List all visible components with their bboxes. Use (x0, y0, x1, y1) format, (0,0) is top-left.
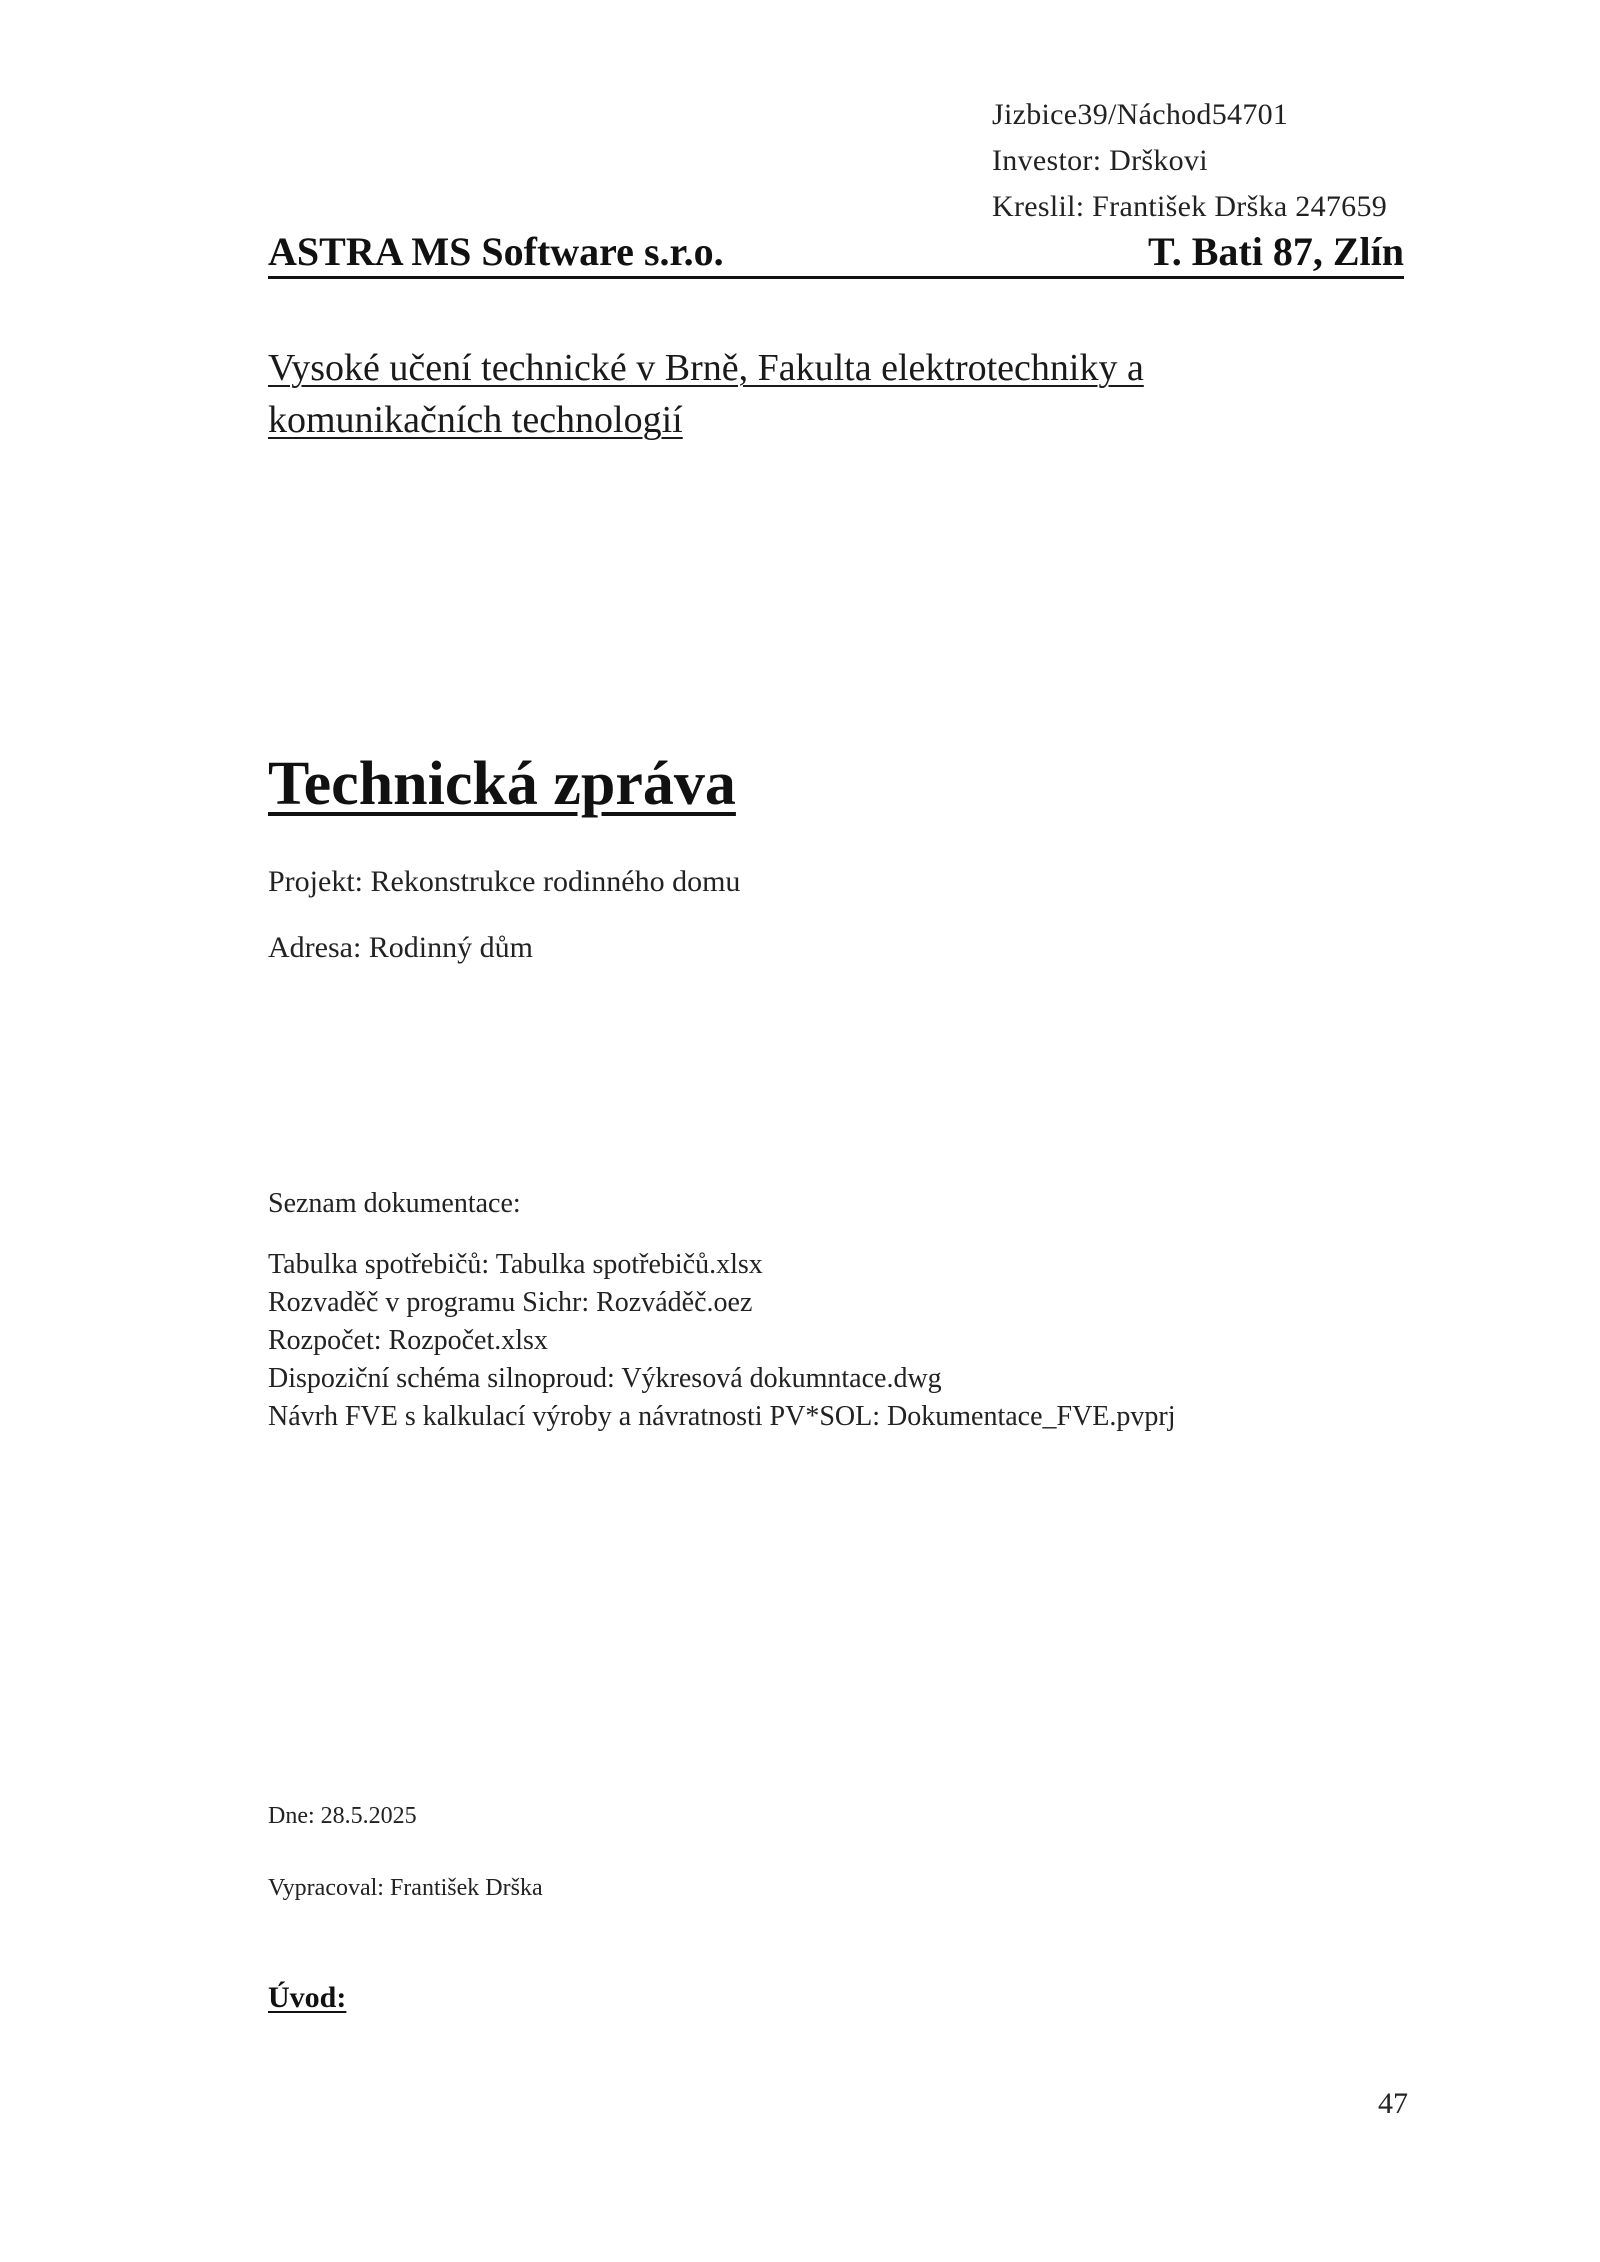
company-address: T. Bati 87, Zlín (1148, 229, 1404, 274)
site-address: Jizbice39/Náchod54701 (992, 98, 1289, 131)
page-number: 47 (1378, 2087, 1408, 2120)
documentation-item: Návrh FVE s kalkulací výroby a návratnosti PV*SOL: Dokumentace_FVE.pvprj (268, 1401, 1176, 1432)
investor: Investor: Drškovi (992, 144, 1208, 177)
documentation-list-title: Seznam dokumentace: (268, 1188, 521, 1219)
document-title: Technická zpráva (268, 750, 736, 818)
documentation-item: Tabulka spotřebičů: Tabulka spotřebičů.xlsx (268, 1249, 763, 1280)
documentation-item: Rozvaděč v programu Sichr: Rozváděč.oez (268, 1287, 753, 1318)
documentation-list (268, 1246, 1176, 1436)
company-name: ASTRA MS Software s.r.o. (268, 229, 724, 274)
section-heading-intro: Úvod: (268, 1981, 347, 2014)
address-line: Adresa: Rodinný dům (268, 931, 533, 964)
documentation-item: Dispoziční schéma silnoproud: Výkresová dokumntace.dwg (268, 1363, 942, 1394)
project-line: Projekt: Rekonstrukce rodinného domu (268, 865, 741, 898)
institution-name: Vysoké učení technické v Brně, Fakulta elektrotechniky a komunikačních technologií (268, 347, 1144, 441)
letterhead (268, 228, 1404, 279)
project-meta-block (992, 92, 1387, 230)
drawn-by: Kreslil: František Drška 247659 (992, 190, 1388, 223)
documentation-item: Rozpočet: Rozpočet.xlsx (268, 1325, 548, 1356)
date-line: Dne: 28.5.2025 (268, 1803, 417, 1829)
author-line: Vypracoval: František Drška (268, 1875, 543, 1901)
